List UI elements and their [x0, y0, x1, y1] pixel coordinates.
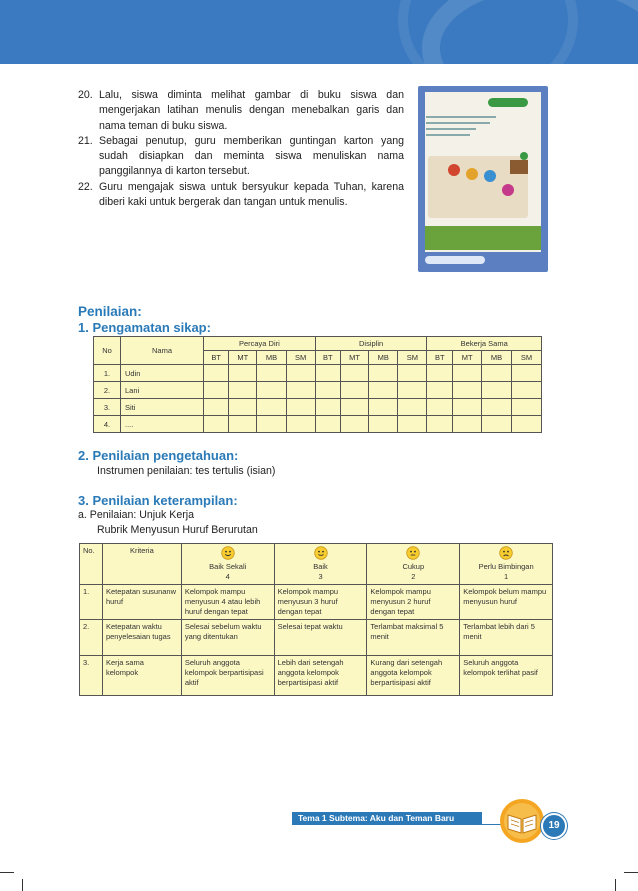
smiley-icon [499, 546, 513, 560]
table-row: 1. Ketepatan susunanw huruf Kelompok mampu menyusun 4 atau lebih huruf dengan tepat Kelompok mampu menyusun 3 huruf dengan tepat Kelompok mampu menyusun 2 huruf dengan tepat Kelompok belum mampu menyusun huruf [80, 585, 553, 620]
col-kriteria-header: Kriteria [102, 544, 181, 585]
crop-mark [0, 872, 14, 873]
level-header: Baik 3 [274, 544, 367, 585]
step-item: 21. Sebagai penutup, guru memberikan guntingan karton yang sudah disiapkan dan meminta siswa menuliskan nama panggilannya di karton tersebut. [78, 134, 404, 178]
crop-mark [624, 872, 638, 873]
smiley-icon [406, 546, 420, 560]
table-row: 2. Lani [94, 382, 542, 399]
crop-mark [22, 879, 23, 891]
step-item: 22. Guru mengajak siswa untuk bersyukur kepada Tuhan, karena diberi kaki untuk bergerak dan tangan untuk menulis. [78, 180, 404, 209]
group-header: Disiplin [315, 337, 427, 351]
rubrik-table [79, 543, 553, 696]
pengetahuan-title: 2. Penilaian pengetahuan: [78, 448, 239, 463]
sikap-table [93, 336, 542, 433]
col-no-header: No. [80, 544, 103, 585]
table-row: 1. Udin [94, 365, 542, 382]
open-book-icon [498, 797, 546, 845]
steps-list [78, 88, 404, 210]
student-book-thumbnail [418, 86, 548, 272]
level-header: Baik Sekali 4 [181, 544, 274, 585]
page-number: 19 [541, 813, 567, 839]
penilaian-title: Penilaian: [78, 304, 142, 319]
level-header: Perlu Bimbingan 1 [460, 544, 553, 585]
table-row: 2. Ketepatan waktu penyelesaian tugas Selesai sebelum waktu yang ditentukan Selesai tepat waktu Terlambat maksimal 5 menit Terlambat lebih dari 5 menit [80, 620, 553, 656]
smiley-icon [314, 546, 328, 560]
col-no-header: No [94, 337, 121, 365]
keterampilan-line-b: Rubrik Menyusun Huruf Berurutan [97, 524, 258, 536]
group-header: Bekerja Sama [427, 337, 542, 351]
smiley-icon [221, 546, 235, 560]
col-nama-header: Nama [121, 337, 204, 365]
table-row: 3. Kerja sama kelompok Seluruh anggota kelompok berpartisipasi aktif Lebih dari setengah anggota kelompok berpartisipasi aktif Kurang dari setengah anggota kelompok berpartisipasi aktif Seluruh anggota kelompok terlihat pasif [80, 656, 553, 696]
crop-mark [615, 879, 616, 891]
level-header: Cukup 2 [367, 544, 460, 585]
group-header: Percaya Diri [204, 337, 316, 351]
table-row: 4. .... [94, 416, 542, 433]
step-item: 20. Lalu, siswa diminta melihat gambar di buku siswa dan mengerjakan latihan menulis dengan menebalkan garis dan nama teman di buku siswa. [78, 89, 404, 132]
keterampilan-title: 3. Penilaian keterampilan: [78, 493, 238, 508]
sub-header-row: BT MT MB SM BT MT MB SM BT MT MB SM [94, 351, 542, 365]
sikap-title: 1. Pengamatan sikap: [78, 320, 211, 335]
header-band [0, 0, 638, 64]
keterampilan-line-a: a. Penilaian: Unjuk Kerja [78, 509, 195, 521]
footer-theme-text: Tema 1 Subtema: Aku dan Teman Baru [298, 813, 455, 823]
table-row: 3. Siti [94, 399, 542, 416]
pengetahuan-desc: Instrumen penilaian: tes tertulis (isian) [97, 465, 276, 477]
